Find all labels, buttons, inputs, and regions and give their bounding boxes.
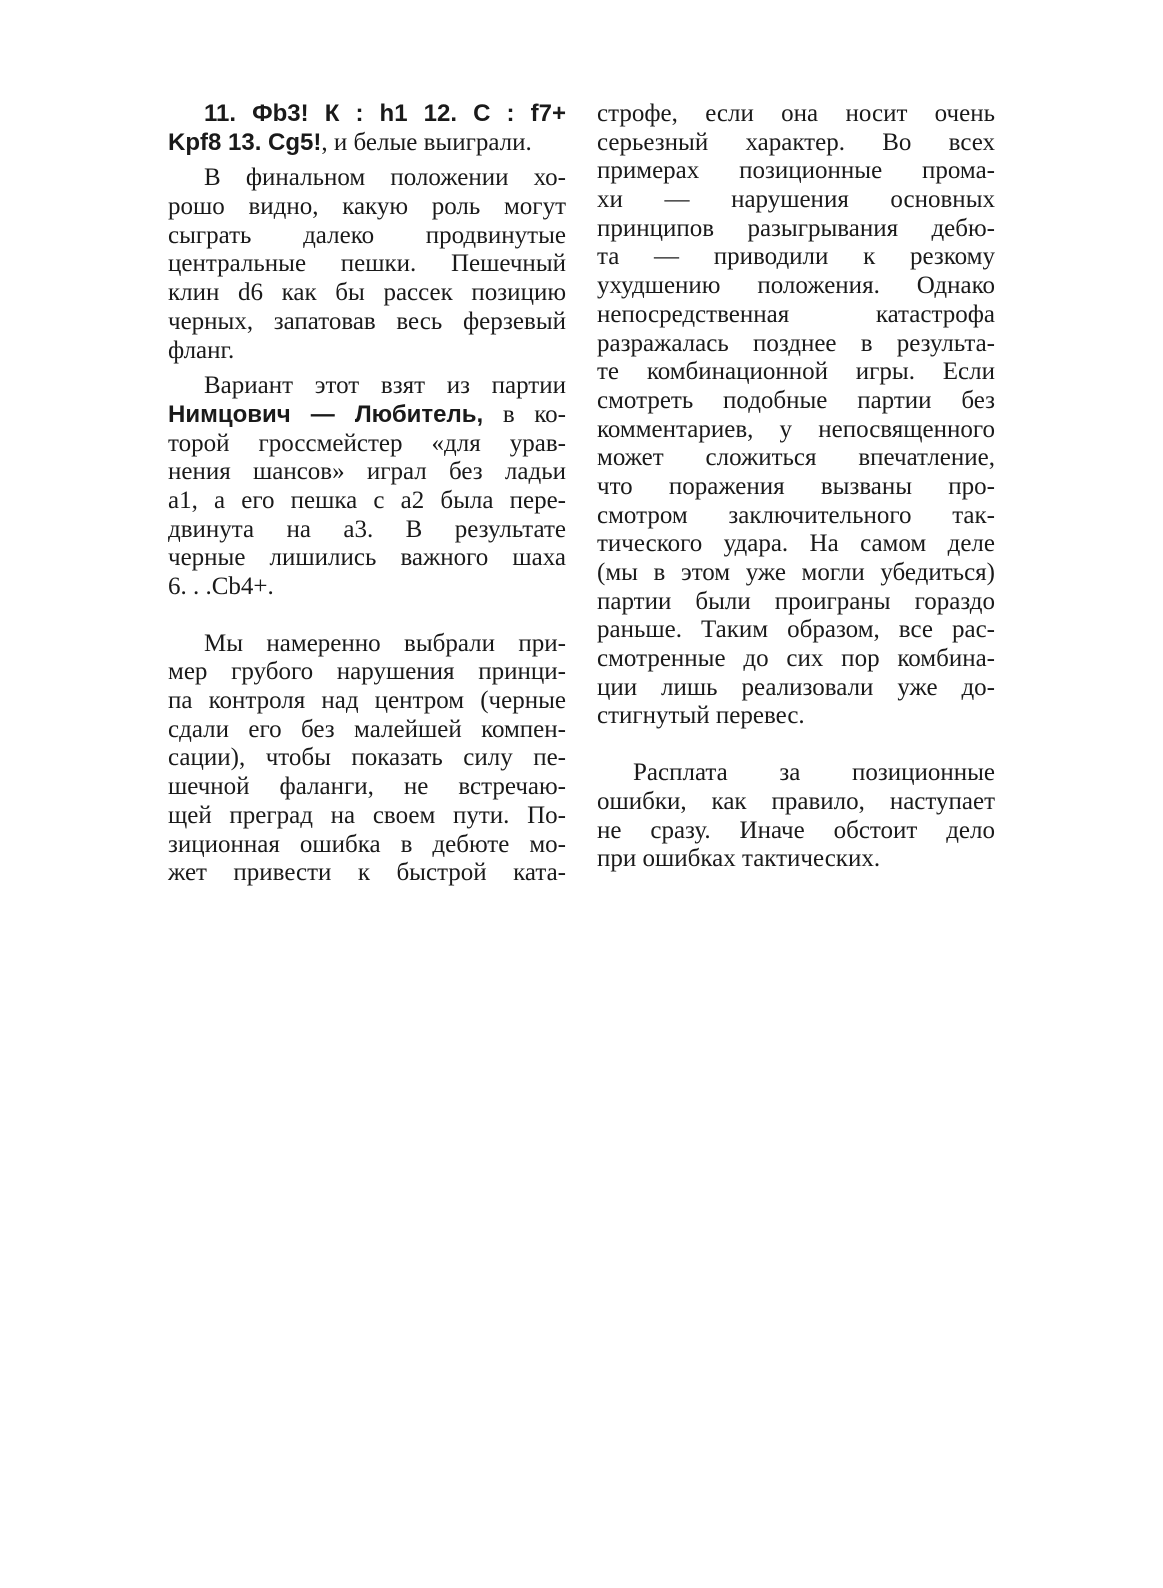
- text-line: Мы намеренно выбрали при-: [204, 629, 566, 657]
- left-column: [168, 100, 566, 888]
- right-column: [597, 100, 995, 874]
- text-line: сдали его без малейшей компен-: [168, 715, 566, 743]
- text-line: тического удара. На самом деле: [597, 530, 995, 558]
- text-line: 6. . .Cb4+.: [168, 573, 274, 600]
- text-line: ции лишь реализовали уже до-: [597, 673, 995, 701]
- text-line: жет привести к быстрой ката-: [168, 859, 566, 887]
- text-line: стигнутый перевес.: [597, 702, 805, 730]
- text-line: при ошибках тактических.: [597, 845, 881, 873]
- text-line: двинута на а3. В результате: [168, 515, 566, 543]
- text-line: Вариант этот взят из партии: [204, 372, 566, 400]
- text-line: ошибки, как правило, наступает: [597, 787, 995, 815]
- text-line: примерах позиционные прома-: [597, 157, 995, 185]
- text-line: комментариев, у непосвященного: [597, 415, 995, 443]
- text-line: шечной фаланги, не встречаю-: [168, 773, 566, 801]
- text-line: Расплата за позиционные: [633, 759, 995, 787]
- text-line: В финальном положении хо-: [204, 164, 566, 192]
- text-line: хи — нарушения основных: [597, 186, 995, 214]
- paragraph-catastrophe: [597, 100, 995, 731]
- text-line: те комбинационной игры. Если: [597, 358, 995, 386]
- text-line: смотреть подобные партии без: [597, 386, 995, 414]
- text-run: , и белые выиграли.: [321, 128, 532, 156]
- player-names-bold: Нимцович — Любитель,: [168, 400, 484, 428]
- text-line: ухудшению положения. Однако: [597, 272, 995, 300]
- text-line: партии были проиграны гораздо: [597, 587, 995, 615]
- text-line: не сразу. Иначе обстоит дело: [597, 816, 995, 844]
- paragraph-variant-source: [168, 372, 566, 602]
- paragraph-game-moves: [168, 100, 566, 157]
- text-line: может сложиться впечатление,: [597, 444, 995, 472]
- text-line: сации), чтобы показать силу пе-: [168, 744, 566, 772]
- text-line: разражалась позднее в результа-: [597, 329, 995, 357]
- text-line: щей преград на своем пути. По-: [168, 801, 566, 829]
- text-line: рошо видно, какую роль могут: [168, 193, 566, 221]
- text-line: фланг.: [168, 336, 235, 364]
- text-line: строфе, если она носит очень: [597, 100, 995, 127]
- text-line: принципов разыгрывания дебю-: [597, 214, 995, 242]
- text-line: черных, запатовав весь ферзевый: [168, 307, 566, 335]
- text-line: та — приводили к резкому: [597, 243, 995, 271]
- text-line: [168, 401, 566, 430]
- paragraph-final-position: [168, 164, 566, 365]
- text-line: центральные пешки. Пешечный: [168, 250, 566, 278]
- text-line: [168, 100, 566, 129]
- text-line: раньше. Таким образом, все рас-: [597, 616, 995, 644]
- text-line: нения шансов» играл без ладьи: [168, 458, 566, 486]
- text-line: непосредственная катастрофа: [597, 300, 995, 328]
- text-run: в ко-: [483, 400, 566, 428]
- text-line: мер грубого нарушения принци-: [168, 658, 566, 686]
- paragraph-center-control: [168, 630, 566, 888]
- text-line: зиционная ошибка в дебюте мо-: [168, 830, 566, 858]
- text-line: па контроля над центром (черные: [168, 687, 566, 715]
- text-line: а1, а его пешка с а2 была пере-: [168, 486, 566, 514]
- text-line: смотренные до сих пор комбина-: [597, 645, 995, 673]
- text-line: [168, 129, 566, 158]
- text-line: сыграть далеко продвинутые: [168, 221, 566, 249]
- text-line: серьезный характер. Во всех: [597, 128, 995, 156]
- move-notation-bold: 11. Фb3! К : h1 12. С : f7+: [204, 100, 566, 127]
- text-line: смотром заключительного так-: [597, 501, 995, 529]
- text-line: клин d6 как бы рассек позицию: [168, 279, 566, 307]
- text-line: торой гроссмейстер «для урав-: [168, 429, 566, 457]
- text-line: черные лишились важного шаха: [168, 544, 566, 572]
- paragraph-payback: [597, 759, 995, 874]
- move-notation-bold: Kpf8 13. Cg5!: [168, 128, 322, 156]
- text-line: (мы в этом уже могли убедиться): [597, 559, 995, 586]
- text-line: что поражения вызваны про-: [597, 472, 995, 500]
